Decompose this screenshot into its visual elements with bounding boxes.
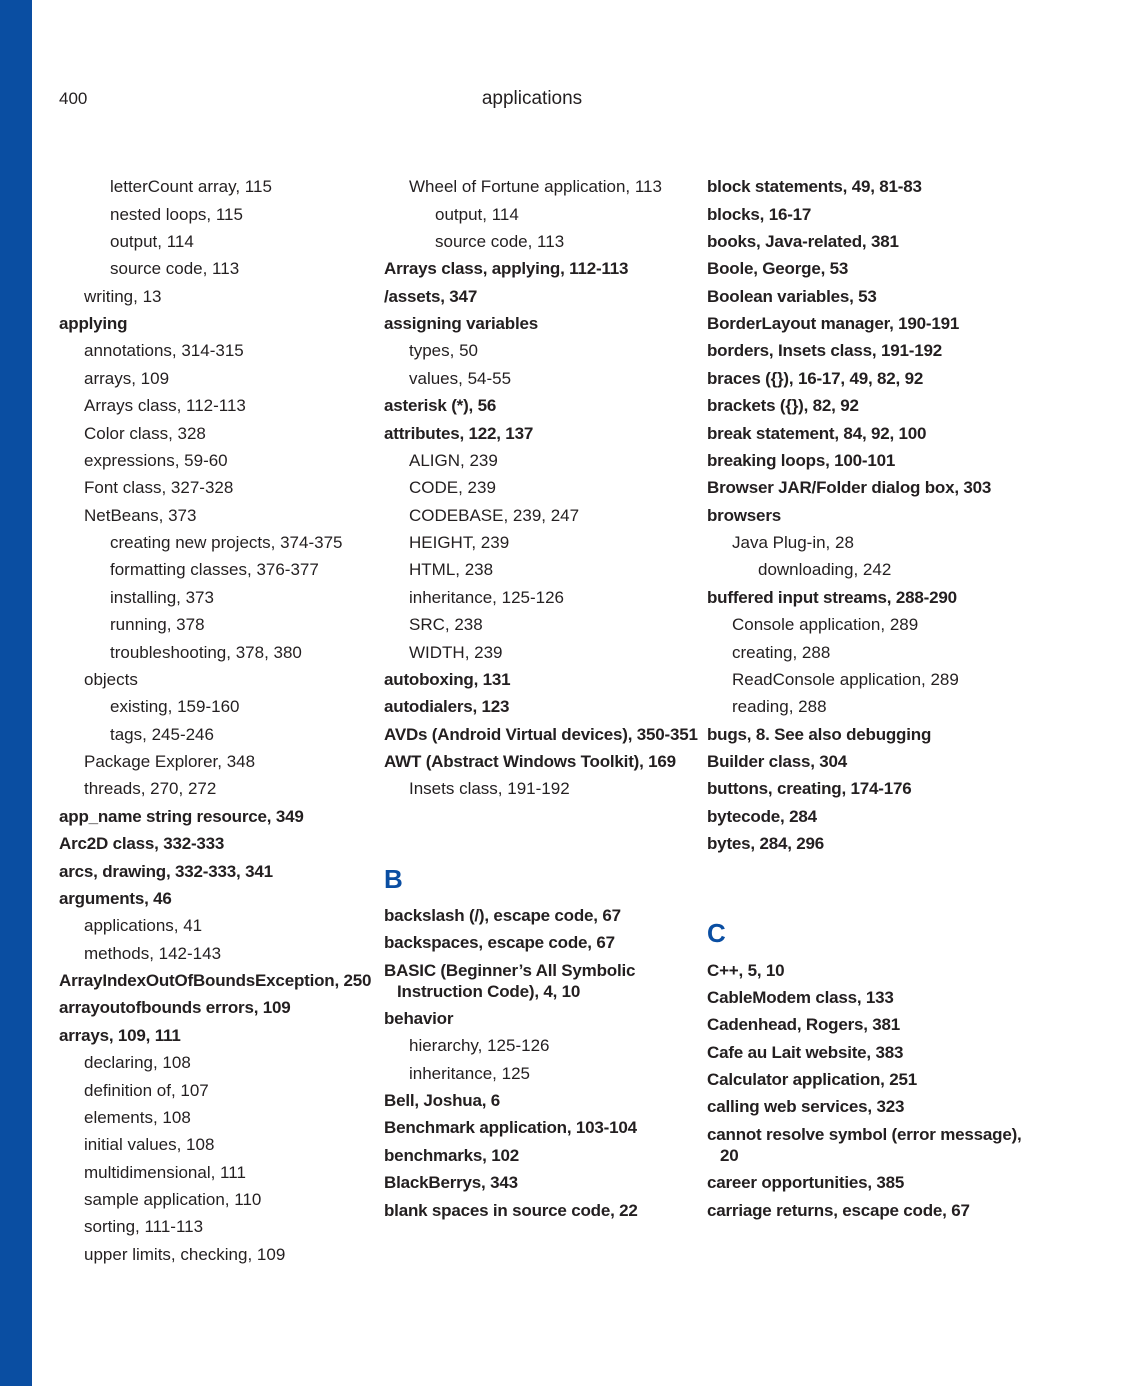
index-entry: CableModem class, 133 <box>707 987 894 1007</box>
index-subentry: types, 50 <box>409 341 478 361</box>
index-subentry: threads, 270, 272 <box>84 779 217 799</box>
index-subentry: definition of, 107 <box>84 1080 209 1100</box>
index-entry: /assets, 347 <box>384 286 478 306</box>
index-subentry: Font class, 327-328 <box>84 478 234 498</box>
index-column-2 <box>384 173 704 1224</box>
index-column-3 <box>707 173 1027 1224</box>
index-entry: AVDs (Android Virtual devices), 350-351 <box>384 724 698 744</box>
index-entry: cannot resolve symbol (error message), 20 <box>707 1124 1022 1165</box>
index-column-1 <box>59 173 379 1268</box>
section-heading <box>707 857 1027 956</box>
index-entry: arrayoutofbounds errors, 109 <box>59 998 291 1018</box>
index-entry: BorderLayout manager, 190-191 <box>707 314 960 334</box>
index-subentry: Wheel of Fortune application, 113 <box>409 177 662 197</box>
index-entry: BlackBerrys, 343 <box>384 1173 518 1193</box>
index-subentry: multidimensional, 111 <box>84 1162 246 1182</box>
index-subentry: Insets class, 191-192 <box>409 779 570 799</box>
index-entry: block statements, 49, 81-83 <box>707 177 922 197</box>
index-subentry: creating, 288 <box>732 642 831 662</box>
index-entry: AWT (Abstract Windows Toolkit), 169 <box>384 752 676 772</box>
index-entry: career opportunities, 385 <box>707 1173 905 1193</box>
index-entry: braces ({}), 16-17, 49, 82, 92 <box>707 368 924 388</box>
index-subentry: SRC, 238 <box>409 615 483 635</box>
index-entry: BASIC (Beginner’s All Symbolic Instruction Code), 4, 10 <box>384 960 636 1001</box>
index-subentry: creating new projects, 374-375 <box>110 533 343 553</box>
index-entry: calling web services, 323 <box>707 1097 905 1117</box>
index-subentry: methods, 142-143 <box>84 943 222 963</box>
index-subentry: output, 114 <box>110 231 194 251</box>
index-entry: autodialers, 123 <box>384 697 510 717</box>
index-subentry: downloading, 242 <box>758 560 892 580</box>
index-subentry: declaring, 108 <box>84 1053 191 1073</box>
page-number: 400 <box>59 89 88 108</box>
index-entry: arguments, 46 <box>59 888 172 908</box>
index-entry: breaking loops, 100-101 <box>707 450 896 470</box>
index-subentry: writing, 13 <box>84 286 162 306</box>
index-entry: bytes, 284, 296 <box>707 834 825 854</box>
index-entry: carriage returns, escape code, 67 <box>707 1200 970 1220</box>
index-entry: attributes, 122, 137 <box>384 423 534 443</box>
index-subentry: expressions, 59-60 <box>84 450 228 470</box>
index-entry: break statement, 84, 92, 100 <box>707 423 927 443</box>
index-subentry: initial values, 108 <box>84 1135 215 1155</box>
index-entry: Boole, George, 53 <box>707 259 849 279</box>
index-entry: borders, Insets class, 191-192 <box>707 341 942 361</box>
index-entry: autoboxing, 131 <box>384 669 511 689</box>
index-subentry: existing, 159-160 <box>110 697 240 717</box>
index-subentry: Console application, 289 <box>732 615 919 635</box>
index-subentry: arrays, 109 <box>84 368 170 388</box>
index-entry: books, Java-related, 381 <box>707 231 899 251</box>
index-entry: Bell, Joshua, 6 <box>384 1091 501 1111</box>
section-letter: B <box>384 863 403 894</box>
index-entry: backspaces, escape code, 67 <box>384 933 615 953</box>
index-entry: asterisk (*), 56 <box>384 396 497 416</box>
index-subentry: HTML, 238 <box>409 560 494 580</box>
index-subentry: source code, 113 <box>110 259 240 279</box>
index-entry: Arc2D class, 332-333 <box>59 834 225 854</box>
index-entry: Calculator application, 251 <box>707 1070 917 1090</box>
index-entry: benchmarks, 102 <box>384 1145 519 1165</box>
index-subentry: inheritance, 125-126 <box>409 587 565 607</box>
index-entry: Cadenhead, Rogers, 381 <box>707 1015 901 1035</box>
index-subentry: Package Explorer, 348 <box>84 752 256 772</box>
index-subentry: formatting classes, 376-377 <box>110 560 319 580</box>
running-head: applications <box>481 88 583 109</box>
index-subentry: CODE, 239 <box>409 478 496 498</box>
index-entry: bytecode, 284 <box>707 806 817 826</box>
index-subentry: elements, 108 <box>84 1107 191 1127</box>
index-entry: behavior <box>384 1008 454 1028</box>
section-heading <box>384 803 704 902</box>
index-subentry: Color class, 328 <box>84 423 206 443</box>
index-subentry: running, 378 <box>110 615 205 635</box>
index-subentry: Arrays class, 112-113 <box>84 396 246 416</box>
index-entry: buttons, creating, 174-176 <box>707 779 912 799</box>
index-subentry: Java Plug-in, 28 <box>732 533 854 553</box>
index-subentry: hierarchy, 125-126 <box>409 1036 550 1056</box>
index-subentry: WIDTH, 239 <box>409 642 503 662</box>
index-entry: brackets ({}), 82, 92 <box>707 396 859 416</box>
index-subentry: nested loops, 115 <box>110 204 243 224</box>
index-subentry: sample application, 110 <box>84 1190 262 1210</box>
index-subentry: HEIGHT, 239 <box>409 533 510 553</box>
index-subentry: upper limits, checking, 109 <box>84 1244 286 1264</box>
index-entry: blank spaces in source code, 22 <box>384 1200 638 1220</box>
blue-edge-bar <box>0 0 32 1386</box>
index-entry: arrays, 109, 111 <box>59 1025 181 1045</box>
index-entry: assigning variables <box>384 314 538 334</box>
index-entry: app_name string resource, 349 <box>59 806 304 826</box>
index-entry: Cafe au Lait website, 383 <box>707 1042 904 1062</box>
index-entry: Builder class, 304 <box>707 752 848 772</box>
index-entry: ArrayIndexOutOfBoundsException, 250 <box>59 971 372 991</box>
index-entry: browsers <box>707 505 781 525</box>
index-entry: backslash (/), escape code, 67 <box>384 905 621 925</box>
index-entry: applying <box>59 314 128 334</box>
index-subentry: objects <box>84 669 138 689</box>
index-subentry: NetBeans, 373 <box>84 505 197 525</box>
index-subentry: letterCount array, 115 <box>110 177 272 197</box>
index-subentry: installing, 373 <box>110 587 214 607</box>
index-subentry: CODEBASE, 239, 247 <box>409 505 580 525</box>
index-subentry: ReadConsole application, 289 <box>732 669 959 689</box>
index-entry: Benchmark application, 103-104 <box>384 1118 637 1138</box>
index-entry: arcs, drawing, 332-333, 341 <box>59 861 273 881</box>
index-subentry: applications, 41 <box>84 916 203 936</box>
index-subentry: annotations, 314-315 <box>84 341 244 361</box>
index-subentry: sorting, 111-113 <box>84 1217 204 1237</box>
index-subentry: output, 114 <box>435 204 519 224</box>
index-entry: Browser JAR/Folder dialog box, 303 <box>707 478 992 498</box>
index-entry: buffered input streams, 288-290 <box>707 587 957 607</box>
index-entry: Arrays class, applying, 112-113 <box>384 259 629 279</box>
index-subentry: tags, 245-246 <box>110 724 214 744</box>
index-entry: C++, 5, 10 <box>707 960 785 980</box>
index-subentry: values, 54-55 <box>409 368 512 388</box>
index-entry: Boolean variables, 53 <box>707 286 877 306</box>
index-subentry: troubleshooting, 378, 380 <box>110 642 302 662</box>
section-letter: C <box>707 918 726 949</box>
index-subentry: source code, 113 <box>435 231 565 251</box>
index-entry: bugs, 8. See also debugging <box>707 724 932 744</box>
index-entry: blocks, 16-17 <box>707 204 812 224</box>
index-subentry: ALIGN, 239 <box>409 450 498 470</box>
index-subentry: reading, 288 <box>732 697 827 717</box>
index-subentry: inheritance, 125 <box>409 1063 530 1083</box>
